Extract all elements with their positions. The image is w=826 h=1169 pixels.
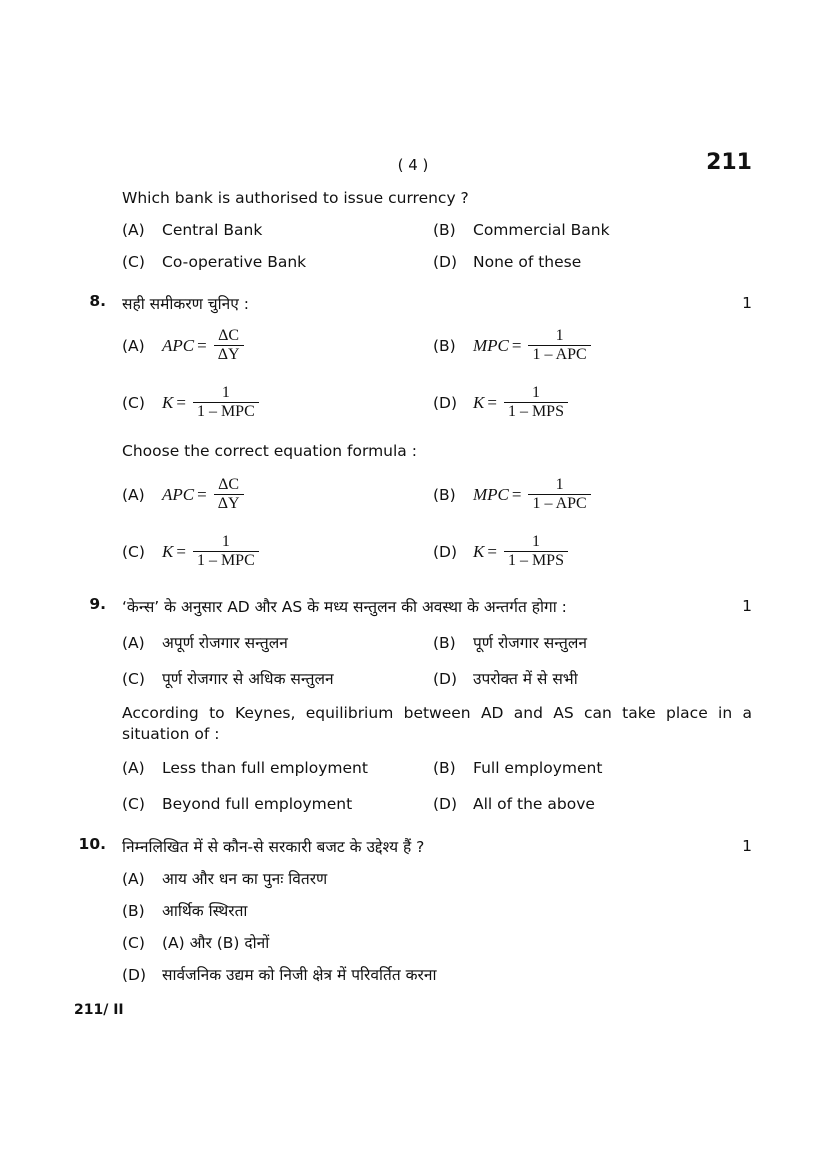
q9-en-option-a	[122, 759, 368, 777]
option-label: (B)	[433, 336, 456, 355]
option-text: आर्थिक स्थिरता	[162, 902, 248, 920]
option-label: (D)	[433, 253, 458, 271]
equals-sign: =	[487, 541, 497, 561]
option-text: पूर्ण रोजगार से अधिक सन्तुलन	[162, 670, 334, 688]
option-text: आय और धन का पुनः वितरण	[162, 870, 328, 888]
option-label: (C)	[122, 934, 145, 952]
equals-sign: =	[197, 335, 207, 355]
option-label: (A)	[122, 221, 145, 239]
paper-code: 211	[706, 150, 752, 175]
denominator: 1 – MPS	[504, 551, 568, 570]
q7-option-a	[122, 221, 262, 239]
formula-lhs: K	[473, 541, 485, 561]
q9-question-english: According to Keynes, equilibrium between AD and AS can take place in a situation of :	[122, 704, 752, 743]
footer-paper-code: 211/ II	[74, 1002, 124, 1018]
option-label: (B)	[433, 485, 456, 504]
q10-question-hindi: निम्नलिखित में से कौन-से सरकारी बजट के उद्देश्य हैं ?	[122, 838, 425, 856]
option-text: उपरोक्त में से सभी	[473, 670, 578, 688]
option-label: (B)	[433, 221, 456, 239]
option-label: (D)	[122, 966, 147, 984]
q9-hi-option-c	[122, 667, 334, 689]
q9-hi-option-d	[433, 667, 578, 689]
q8-hi-option-b	[433, 327, 591, 364]
option-label: (A)	[122, 634, 145, 652]
formula-lhs: K	[473, 392, 485, 412]
denominator: 1 – MPC	[193, 402, 259, 421]
q8-marks: 1	[742, 294, 752, 312]
page-number: ( 4 )	[397, 156, 429, 174]
numerator: 1	[531, 384, 540, 401]
q8-question-english: Choose the correct equation formula :	[122, 442, 417, 460]
option-label: (D)	[433, 542, 458, 561]
numerator: 1	[555, 476, 564, 493]
fraction	[193, 533, 259, 570]
option-text: पूर्ण रोजगार सन्तुलन	[473, 634, 587, 652]
equals-sign: =	[197, 484, 207, 504]
option-label: (B)	[122, 902, 145, 920]
formula-lhs: K	[162, 541, 174, 561]
option-text: (A) और (B) दोनों	[162, 934, 270, 952]
formula-lhs: MPC	[473, 335, 509, 355]
numerator: ΔC	[218, 476, 240, 493]
option-label: (A)	[122, 336, 145, 355]
formula-lhs: K	[162, 392, 174, 412]
option-label: (A)	[122, 485, 145, 504]
denominator: ΔY	[214, 345, 244, 364]
option-label: (D)	[433, 670, 458, 688]
denominator: 1 – APC	[528, 345, 590, 364]
q9-question-hindi: ‘केन्स’ के अनुसार AD और AS के मध्य सन्तुलन की अवस्था के अन्तर्गत होगा :	[122, 598, 567, 616]
formula-lhs: APC	[162, 484, 195, 504]
numerator: ΔC	[218, 327, 240, 344]
equals-sign: =	[487, 392, 497, 412]
q10-marks: 1	[742, 837, 752, 855]
numerator: 1	[221, 533, 230, 550]
option-label: (A)	[122, 870, 145, 888]
option-text: Commercial Bank	[473, 221, 610, 239]
q8-question-hindi: सही समीकरण चुनिए :	[122, 295, 249, 313]
option-label: (B)	[433, 634, 456, 652]
q8-hi-option-c	[122, 384, 259, 421]
option-label: (C)	[122, 542, 145, 561]
option-text: सार्वजनिक उद्यम को निजी क्षेत्र में परिवर्तित करना	[162, 966, 437, 984]
q9-en-option-c	[122, 795, 352, 813]
q10-option-b	[122, 899, 247, 921]
q8-en-option-c	[122, 533, 259, 570]
fraction	[214, 327, 244, 364]
q10-option-a	[122, 867, 327, 889]
denominator: 1 – MPC	[193, 551, 259, 570]
option-label: (A)	[122, 759, 145, 777]
q7-question: Which bank is authorised to issue currency ?	[122, 189, 469, 207]
q8-number: 8.	[89, 292, 106, 310]
option-label: (D)	[433, 393, 458, 412]
q7-option-c	[122, 253, 306, 271]
q7-option-b	[433, 221, 610, 239]
fraction	[214, 476, 244, 513]
fraction	[528, 327, 590, 364]
option-text: All of the above	[473, 795, 595, 813]
option-label: (B)	[433, 759, 456, 777]
equals-sign: =	[511, 335, 522, 355]
fraction	[528, 476, 590, 513]
option-label: (C)	[122, 670, 145, 688]
option-text: Less than full employment	[162, 759, 368, 777]
numerator: 1	[555, 327, 564, 344]
q8-hi-option-a	[122, 327, 244, 364]
option-text: Co-operative Bank	[162, 253, 307, 271]
equals-sign: =	[511, 484, 522, 504]
q9-hi-option-a	[122, 631, 288, 653]
q9-en-option-b	[433, 759, 602, 777]
denominator: 1 – APC	[528, 494, 590, 513]
q8-en-option-d	[433, 533, 568, 570]
option-label: (C)	[122, 253, 145, 271]
q10-number: 10.	[78, 835, 106, 853]
option-text: None of these	[473, 253, 582, 271]
option-label: (C)	[122, 795, 145, 813]
q9-en-option-d	[433, 795, 595, 813]
option-label: (C)	[122, 393, 145, 412]
fraction	[504, 533, 568, 570]
q9-marks: 1	[742, 597, 752, 615]
q8-en-option-a	[122, 476, 244, 513]
denominator: ΔY	[214, 494, 244, 513]
option-text: Full employment	[473, 759, 603, 777]
fraction	[193, 384, 259, 421]
option-text: अपूर्ण रोजगार सन्तुलन	[162, 634, 288, 652]
q8-en-option-b	[433, 476, 591, 513]
denominator: 1 – MPS	[504, 402, 568, 421]
numerator: 1	[531, 533, 540, 550]
numerator: 1	[221, 384, 230, 401]
formula-lhs: MPC	[473, 484, 509, 504]
fraction	[504, 384, 568, 421]
option-text: Beyond full employment	[162, 795, 353, 813]
q10-option-c	[122, 931, 269, 953]
q9-hi-option-b	[433, 631, 587, 653]
q8-hi-option-d	[433, 384, 568, 421]
option-label: (D)	[433, 795, 458, 813]
q10-option-d	[122, 963, 436, 985]
equals-sign: =	[176, 392, 186, 412]
equals-sign: =	[176, 541, 186, 561]
formula-lhs: APC	[162, 335, 195, 355]
q7-option-d	[433, 253, 581, 271]
option-text: Central Bank	[162, 221, 263, 239]
q9-number: 9.	[89, 595, 106, 613]
